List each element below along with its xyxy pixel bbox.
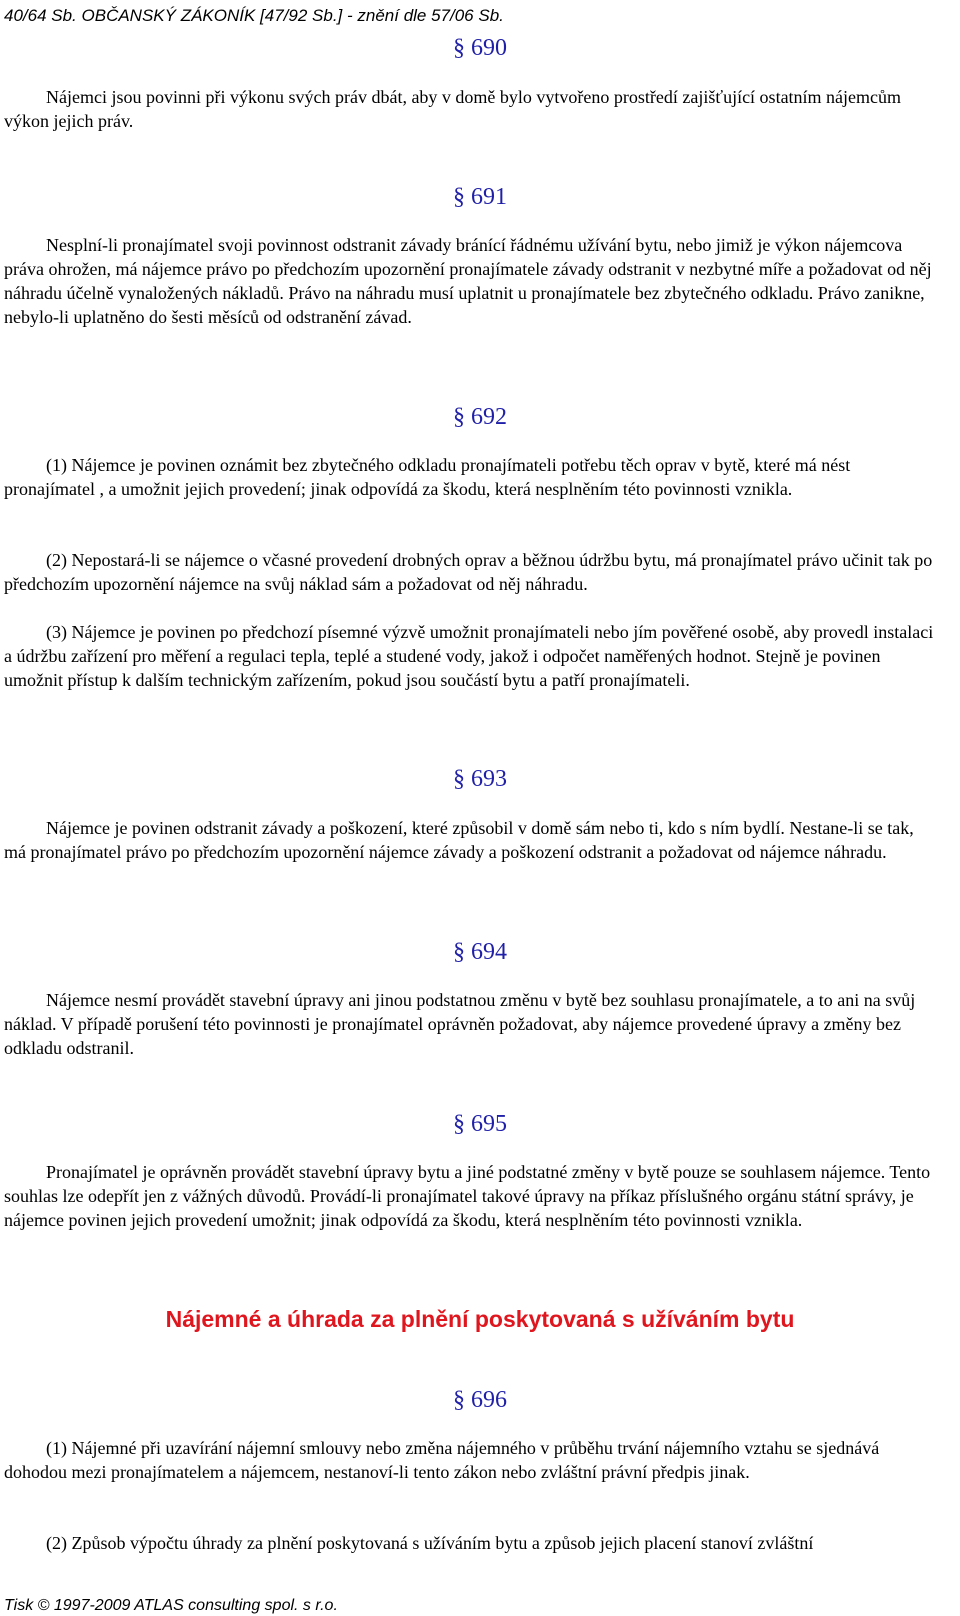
section-title-693: § 693: [453, 766, 507, 792]
paragraph-691: Nesplní-li pronajímatel svoji povinnost odstranit závady bránící řádnému užívání bytu, nebo jimiž je výkon nájemcova práva ohrožen, má nájemce právo po předchozím upozornění pronajímatele závady odstranit v nezbytné míře a požadovat od něj náhradu účelně vynaložených nákladů. Právo na náhradu musí uplatnit u pronajímatele bez zbytečného odkladu. Právo zanikne, nebylo-li uplatněno do šesti měsíců od odstranění závad.: [4, 235, 932, 327]
section-title-690: § 690: [453, 35, 507, 61]
page-footer: Tisk © 1997-2009 ATLAS consulting spol. s r.o.: [4, 1597, 338, 1614]
paragraph-693: Nájemce je povinen odstranit závady a poškození, které způsobil v domě sám nebo ti, kdo s ním bydlí. Nestane-li se tak, má pronajímatel právo po předchozím upozornění nájemce závady a poškození odstranit a požadovat od nájemce náhradu.: [4, 818, 914, 862]
paragraph-694: Nájemce nesmí provádět stavební úpravy ani jinou podstatnou změnu v bytě bez souhlasu pronajímatele, a to ani na svůj náklad. V případě porušení této povinnosti je pronajímatel oprávněn požadovat, aby nájemce provedené úpravy a změny bez odkladu odstranil.: [4, 990, 916, 1058]
paragraph-696-2: (2) Způsob výpočtu úhrady za plnění poskytovaná s užíváním bytu a způsob jejich placení stanoví zvláštní: [46, 1533, 814, 1553]
running-header: 40/64 Sb. OBČANSKÝ ZÁKONÍK [47/92 Sb.] - znění dle 57/06 Sb.: [4, 6, 504, 25]
section-title-691: § 691: [453, 184, 507, 210]
paragraph-690: Nájemci jsou povinni při výkonu svých práv dbát, aby v domě bylo vytvořeno prostředí zajišťující ostatním nájemcům výkon jejich práv.: [4, 87, 902, 131]
section-title-695: § 695: [453, 1111, 507, 1137]
paragraph-695: Pronajímatel je oprávněn provádět stavební úpravy bytu a jiné podstatné změny v bytě pouze se souhlasem nájemce. Tento souhlas lze odepřít jen z vážných důvodů. Provádí-li pronajímatel takové úpravy na příkaz příslušného orgánu státní správy, je nájemce povinen jejich provedení umožnit; jinak odpovídá za škodu, která nesplněním této povinnosti vznikla.: [4, 1162, 931, 1230]
section-title-696: § 696: [453, 1387, 507, 1413]
paragraph-696-1: (1) Nájemné při uzavírání nájemní smlouvy nebo změna nájemného v průběhu trvání nájemního vztahu se sjednává dohodou mezi pronajímatelem a nájemcem, nestanoví-li tento zákon nebo zvláštní právní předpis jinak.: [4, 1438, 880, 1482]
section-title-692: § 692: [453, 404, 507, 430]
chapter-heading: Nájemné a úhrada za plnění poskytovaná s užíváním bytu: [165, 1306, 795, 1332]
paragraph-692-2: (2) Nepostará-li se nájemce o včasné provedení drobných oprav a běžnou údržbu bytu, má pronajímatel právo učinit tak po předchozím upozornění nájemce na svůj náklad sám a požadovat od něj náhradu.: [4, 550, 933, 594]
paragraph-692-1: (1) Nájemce je povinen oznámit bez zbytečného odkladu pronajímateli potřebu těch oprav v bytě, které má nést pronajímatel , a umožnit jejich provedení; jinak odpovídá za škodu, která nesplněním této povinnosti vznikla.: [4, 455, 851, 499]
paragraph-692-3: (3) Nájemce je povinen po předchozí písemné výzvě umožnit pronajímateli nebo jím pověřené osobě, aby provedl instalaci a údržbu zařízení pro měření a regulaci tepla, teplé a studené vody, jakož i odpočet naměřených hodnot. Stejně je povinen umožnit přístup k dalším technickým zařízením, pokud jsou součástí bytu a patří pronajímateli.: [4, 622, 934, 690]
section-title-694: § 694: [453, 939, 507, 965]
